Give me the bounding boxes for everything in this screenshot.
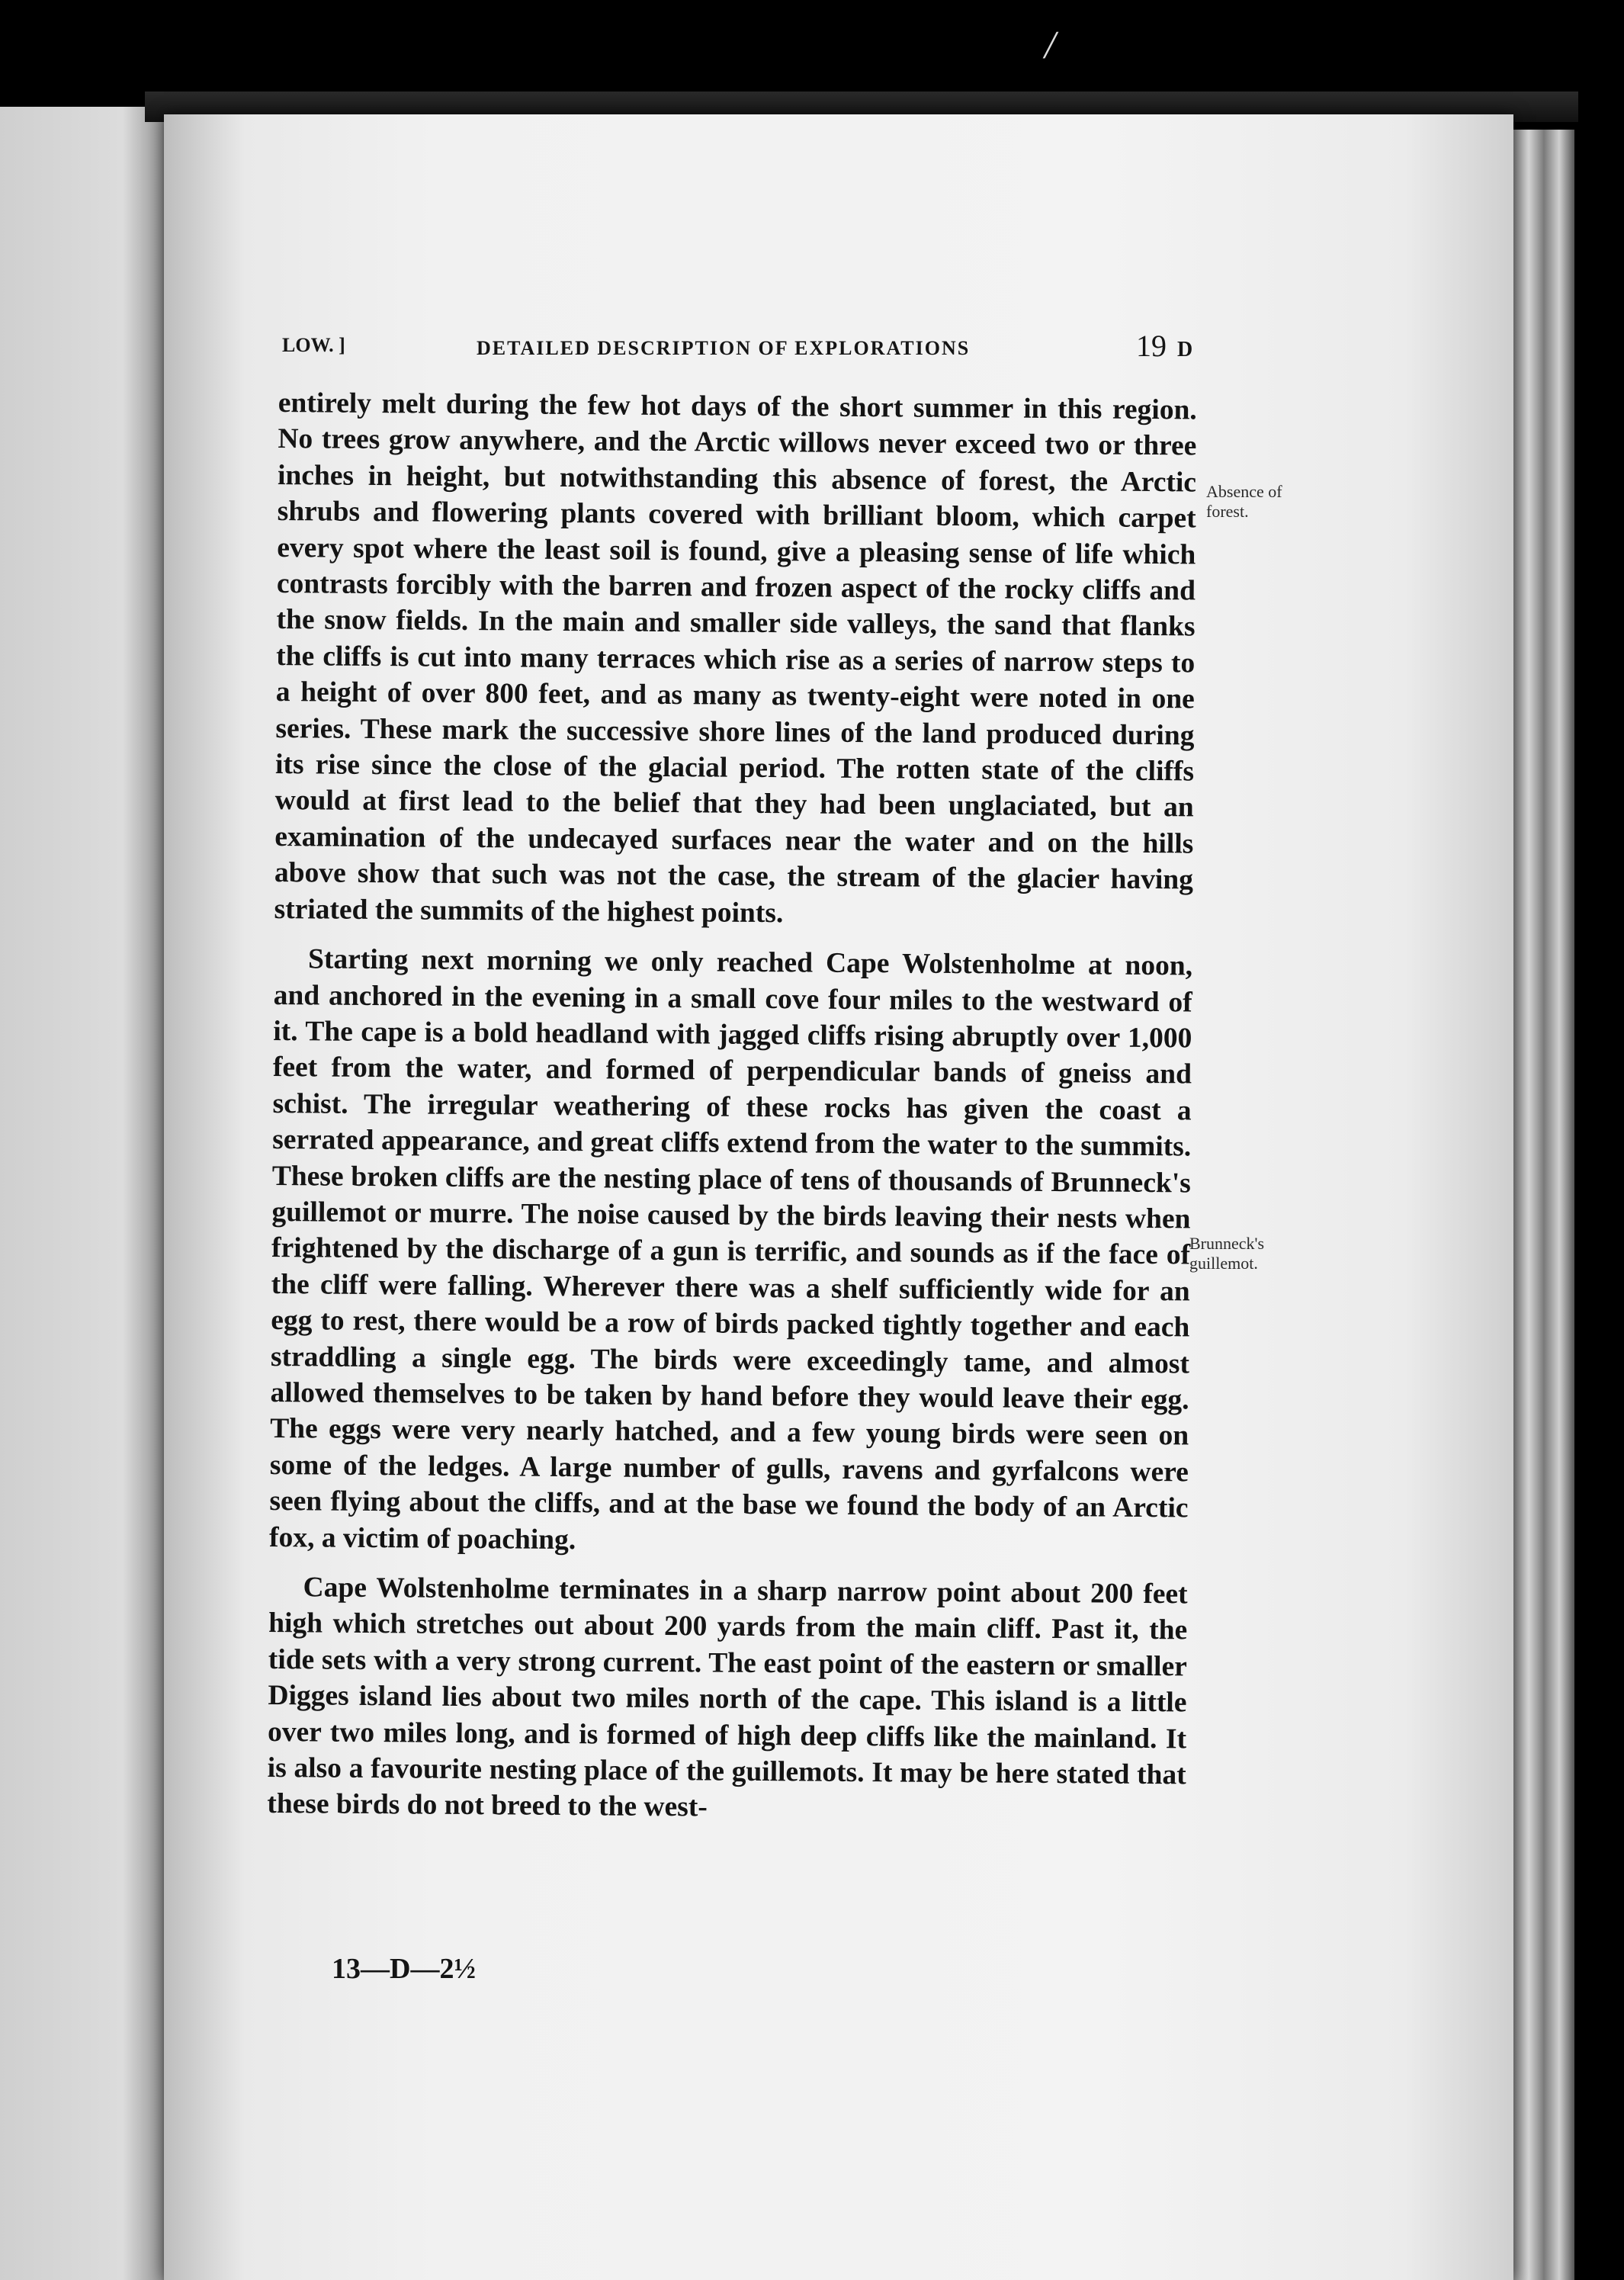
paragraph-2: Starting next morning we only reached Cape Wolstenholme at noon, and anchored in the evening in a small cove four miles to the westward of it. The cape is a bold headland with jagged cliffs rising abruptly over 1,000 feet from the water, and formed of perpendicular bands of gneiss and schist. The irregular weathering of these rocks has given the coast a serrated appearance, and great cliffs extend from the water to the summits. These broken cliffs are the nesting place of tens of thousands of Brunneck's guillemot or murre. The noise caused by the birds leaving their nests when frightened by the discharge of a gun is terrific, and sounds as if the face of the cliff were falling. Wherever there was a shelf sufficiently wide for an egg to rest, there would be a row of birds packed tightly together and each straddling a single egg. The birds were exceedingly tame, and almost allowed themselves to be taken by hand before they would leave their egg. The eggs were very nearly hatched, and a few young birds were seen on some of the ledges. A large number of gulls, ravens and gyrfalcons were seen flying about the cliffs, and at the base we found the body of an Arctic fox, a victim of poaching. [268, 943, 1193, 1556]
signature-mark: 13—D—2½ [332, 1953, 476, 1985]
page-edge-stack [1513, 130, 1574, 2280]
margin-note-forest: Absence of forest. [1206, 482, 1282, 521]
body-text [267, 385, 1197, 1829]
paragraph-3: Cape Wolstenholme terminates in a sharp narrow point about 200 feet high which stretches out about 200 yards from the main cliff. Past it, the tide sets with a very strong current. The east point of the eastern or smaller Digges island lies about two miles north of the cape. This island is a little over two miles long, and is formed of high deep cliffs like the mainland. It is also a favourite nesting place of the guillemots. It may be here stated that these birds do not breed to the west- [267, 1572, 1188, 1823]
running-header [282, 328, 1197, 374]
margin-note-guillemot: Brunneck's guillemot. [1189, 1234, 1265, 1273]
header-left-ref: LOW. ] [282, 334, 345, 356]
header-title: DETAILED DESCRIPTION OF EXPLORATIONS [477, 337, 971, 359]
page-number-suffix: D [1177, 338, 1193, 361]
page-number-value: 19 [1136, 329, 1167, 363]
left-facing-page [0, 107, 175, 2280]
paragraph-1: entirely melt during the few hot days of the short summer in this region. No trees grow anywhere, and the Arctic willows never exceed two or three inches in height, but notwithstanding this absence of forest, the Arctic shrubs and flowering plants covered with brilliant bloom, which carpet every spot where the least soil is found, give a pleasing sense of life which contrasts forcibly with the barren and frozen aspect of the rocky cliffs and the snow fields. In the main and smaller side valleys, the sand that flanks the cliffs is cut into many terraces which rise as a series of narrow steps to a height of over 800 feet, and as many as twenty-eight were noted in one series. These mark the successive shore lines of the land produced during its rise since the close of the glacial period. The rotten state of the cliffs would at first lead to the belief that they had been unglaciated, but an examination of the undecayed surfaces near the water and on the hills above show that such was not the case, the stream of the glacier having striated the summits of the highest points. [274, 387, 1197, 929]
scan-mark: / [1045, 24, 1056, 67]
page-number [1136, 328, 1192, 364]
